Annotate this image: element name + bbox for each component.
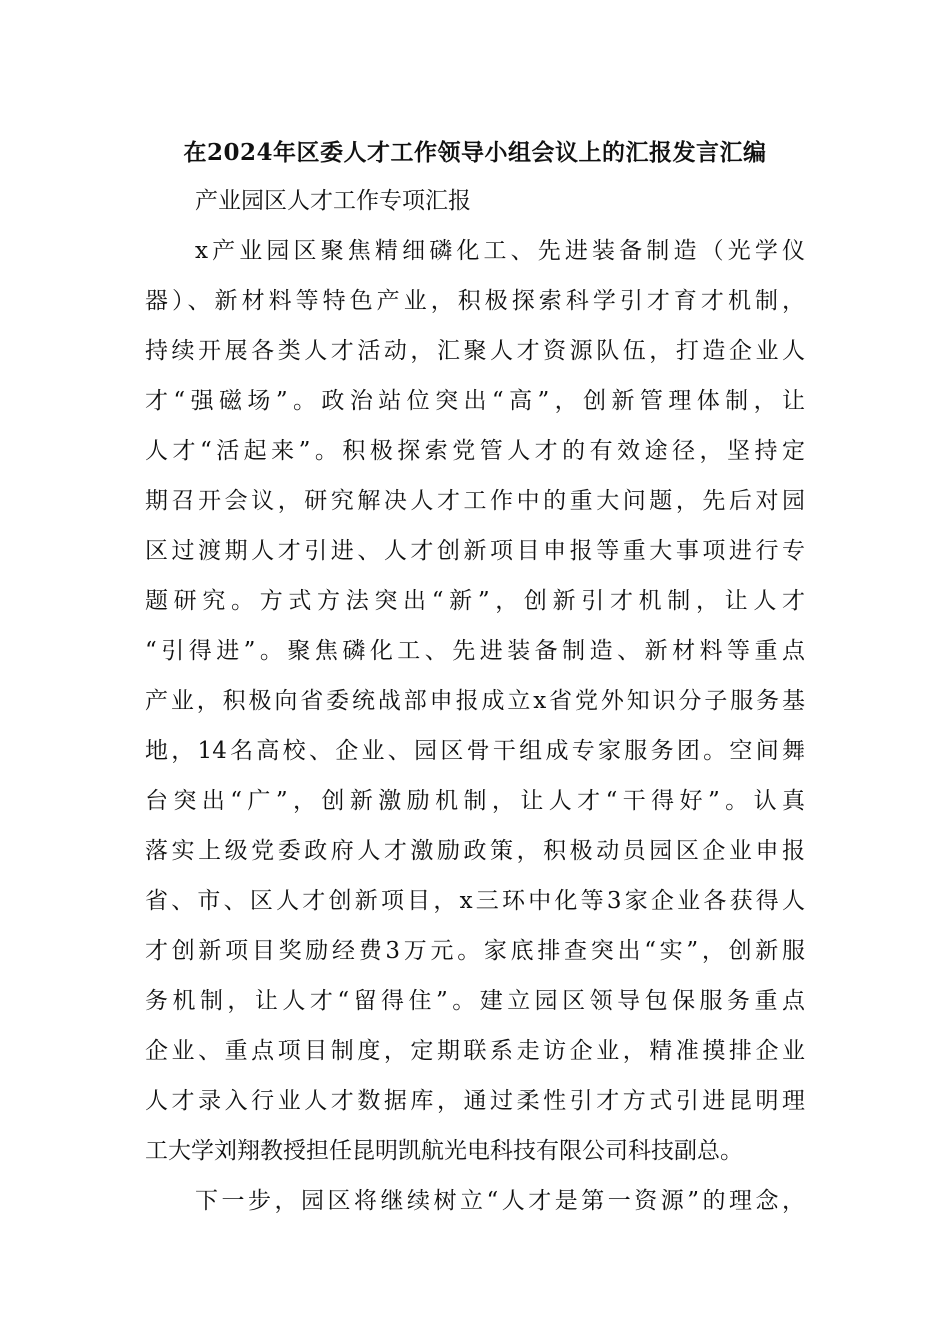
paragraph-line: 台突出“广”，创新激励机制，让人才“干得好”。认真 <box>145 788 805 814</box>
paragraph-line: 地，14名高校、企业、园区骨干组成专家服务团。空间舞 <box>145 738 805 764</box>
paragraph-line: 企业、重点项目制度，定期联系走访企业，精准摸排企业 <box>145 1038 805 1064</box>
paragraph-line: 器）、新材料等特色产业，积极探索科学引才育才机制， <box>145 288 805 314</box>
section-subheading: 产业园区人才工作专项汇报 <box>195 188 471 214</box>
paragraph-line: 持续开展各类人才活动，汇聚人才资源队伍，打造企业人 <box>145 338 805 364</box>
paragraph-line: 落实上级党委政府人才激励政策，积极动员园区企业申报 <box>145 838 805 864</box>
paragraph-line: 工大学刘翔教授担任昆明凯航光电科技有限公司科技副总。 <box>145 1138 743 1164</box>
paragraph-line: 产业，积极向省委统战部申报成立x省党外知识分子服务基 <box>145 688 805 714</box>
paragraph-line: 题研究。方式方法突出“新”，创新引才机制，让人才 <box>145 588 805 614</box>
paragraph-line: 省、市、区人才创新项目，x三环中化等3家企业各获得人 <box>145 888 805 914</box>
paragraph-line: 才“强磁场”。政治站位突出“高”，创新管理体制，让 <box>145 388 805 414</box>
paragraph-line: 区过渡期人才引进、人才创新项目申报等重大事项进行专 <box>145 538 805 564</box>
paragraph-line: 期召开会议，研究解决人才工作中的重大问题，先后对园 <box>145 488 805 514</box>
document-title: 在2024年区委人才工作领导小组会议上的汇报发言汇编 <box>183 139 767 166</box>
paragraph-line: “引得进”。聚焦磷化工、先进装备制造、新材料等重点 <box>145 638 805 664</box>
paragraph-line: 人才“活起来”。积极探索党管人才的有效途径，坚持定 <box>145 438 805 464</box>
paragraph-line: 人才录入行业人才数据库，通过柔性引才方式引进昆明理 <box>145 1088 805 1114</box>
paragraph-line: x产业园区聚焦精细磷化工、先进装备制造（光学仪 <box>195 238 805 264</box>
paragraph-line: 下一步，园区将继续树立“人才是第一资源”的理念， <box>195 1188 805 1214</box>
paragraph-line: 务机制，让人才“留得住”。建立园区领导包保服务重点 <box>145 988 805 1014</box>
paragraph-line: 才创新项目奖励经费3万元。家底排查突出“实”，创新服 <box>145 938 805 964</box>
